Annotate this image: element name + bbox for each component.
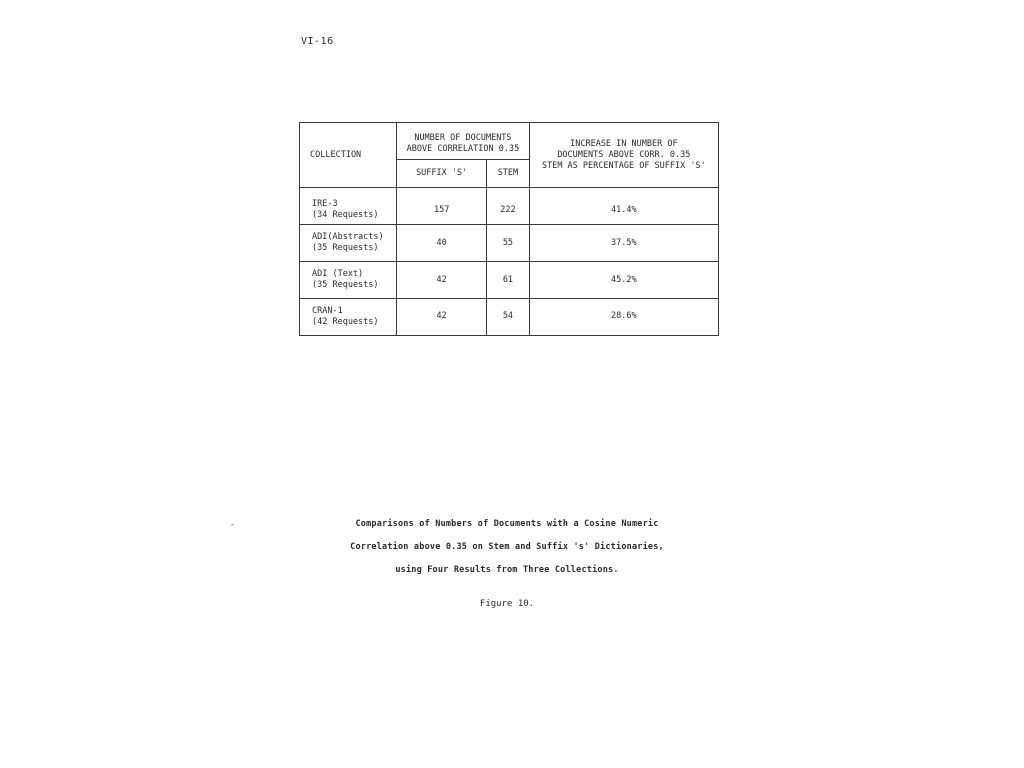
stem-value: 61 [487,262,530,299]
collection-cell [300,262,397,299]
collection-requests: (35 Requests) [312,280,379,291]
collection-requests: (35 Requests) [312,243,379,254]
increase-header-line1: INCREASE IN NUMBER OF [570,138,678,149]
collection-cell [300,225,397,262]
number-header-line1: NUMBER OF DOCUMENTS [414,132,512,143]
results-table [299,122,719,336]
collection-column-header: COLLECTION [300,123,397,188]
table-row [300,225,719,262]
collection-name: IRE-3 [312,199,338,210]
increase-value: 37.5% [529,225,718,262]
increase-value: 45.2% [529,262,718,299]
table-row [300,262,719,299]
suffix-s-value: 157 [397,188,487,225]
increase-column-header [529,123,718,188]
stem-value: 54 [487,299,530,336]
figure-caption-line1: Comparisons of Numbers of Documents with a Cosine Numeric [355,519,659,529]
figure-caption-line2: Correlation above 0.35 on Stem and Suffix 's' Dictionaries, [350,542,664,552]
increase-header-line2: DOCUMENTS ABOVE CORR. 0.35 [557,149,691,160]
collection-name: ADI (Text) [312,268,364,279]
table-row [300,299,719,336]
collection-cell [300,188,397,225]
suffix-s-value: 42 [397,262,487,299]
increase-header-line3: STEM AS PERCENTAGE OF SUFFIX 'S' [541,160,706,171]
figure-label: Figure 10. [479,599,535,609]
stem-column-header: STEM [487,159,530,187]
margin-mark: - [230,520,235,529]
suffix-s-value: 40 [397,225,487,262]
collection-requests: (42 Requests) [312,317,379,327]
increase-value: 28.6% [529,299,718,336]
collection-requests: (34 Requests) [312,210,379,221]
table-header-row [300,123,719,160]
number-header-line2: ABOVE CORRELATION 0.35 [406,143,520,154]
figure-caption-line3: using Four Results from Three Collections. [395,565,619,575]
table-row [300,188,719,225]
stem-value: 222 [487,188,530,225]
page-number: VI-16 [301,36,334,47]
suffix-s-value: 42 [397,299,487,336]
number-of-documents-header [397,123,530,160]
collection-name: ADI(Abstracts) [312,232,384,243]
suffix-s-column-header: SUFFIX 'S' [397,159,487,187]
collection-cell [300,299,397,336]
stem-value: 55 [487,225,530,262]
increase-value: 41.4% [529,188,718,225]
collection-name: CRAN-1 [312,305,343,316]
